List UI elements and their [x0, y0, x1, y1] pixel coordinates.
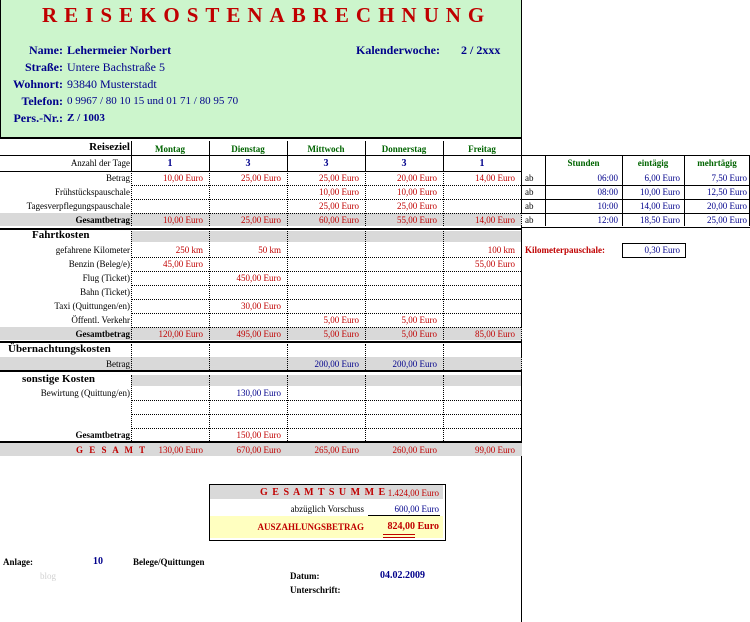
form-left-border	[0, 0, 1, 137]
allowance-row-3-value-2: 60,00 Euro	[319, 215, 359, 225]
date-value: 04.02.2009	[380, 570, 425, 581]
allowance-row-3-value-4: 14,00 Euro	[475, 215, 515, 225]
travel-row-4-value-1: 30,00 Euro	[241, 301, 281, 311]
km-rate-label: Kilometerpauschale:	[525, 245, 605, 255]
rates-header-hours: Stunden	[567, 158, 600, 168]
summary-sum-label: G E S A M T S U M M E	[260, 487, 387, 498]
rate-multi-day-3: 25,00 Euro	[707, 215, 747, 225]
rates-header-one-day: eintägig	[637, 158, 669, 168]
travel-row-5-value-3: 5,00 Euro	[401, 315, 437, 325]
day-wednesday: Mittwoch	[307, 144, 345, 154]
phone-label: Telefon:	[21, 94, 63, 108]
rate-one-day-2: 14,00 Euro	[640, 201, 680, 211]
travel-title: Fahrtkosten	[32, 229, 90, 241]
rates-col-divider	[622, 155, 623, 226]
phone-value: 0 9967 / 80 10 15 und 01 71 / 80 95 70	[67, 95, 239, 107]
grand-total-label: G E S A M T	[76, 445, 148, 455]
travel-row-4-rule	[131, 313, 521, 314]
rate-one-day-0: 6,00 Euro	[644, 173, 680, 183]
allowance-row-0-value-4: 14,00 Euro	[475, 173, 515, 183]
rate-multi-day-1: 12,50 Euro	[707, 187, 747, 197]
count-friday: 1	[479, 158, 485, 169]
allowance-row-0-label: Betrag	[106, 173, 130, 183]
street-value: Untere Bachstraße 5	[67, 60, 165, 74]
travel-row-6-value-3: 5,00 Euro	[401, 329, 437, 339]
travel-col-divider	[443, 231, 444, 340]
travel-row-0-value-0: 250 km	[175, 245, 203, 255]
grand-value-2: 265,00 Euro	[314, 445, 359, 455]
other-row-2-rule	[131, 428, 521, 429]
travel-row-5-label: Öffentl. Verkehr	[71, 315, 130, 325]
date-label: Datum:	[290, 571, 320, 581]
week-label: Kalenderwoche:	[356, 43, 440, 57]
travel-col-divider	[521, 231, 522, 340]
allowance-row-3-value-3: 55,00 Euro	[397, 215, 437, 225]
other-row-0-label: Bewirtung (Quittung/en)	[40, 388, 130, 398]
other-title-bg	[131, 375, 521, 386]
attach-text: Belege/Quittungen	[133, 557, 205, 567]
travel-col-divider	[131, 231, 132, 340]
travel-row-6-value-4: 85,00 Euro	[475, 329, 515, 339]
rate-hours-3: 12:00	[597, 215, 618, 225]
travel-row-3-label: Bahn (Ticket)	[80, 287, 130, 297]
rate-row-rule	[522, 199, 750, 200]
travel-row-0-rule	[131, 257, 521, 258]
travel-row-1-value-4: 55,00 Euro	[475, 259, 515, 269]
signature-line	[352, 594, 512, 595]
grand-value-1: 670,00 Euro	[236, 445, 281, 455]
rate-one-day-3: 18,50 Euro	[640, 215, 680, 225]
name-label: Name:	[29, 43, 63, 57]
travel-row-0-label: gefahrene Kilometer	[55, 245, 130, 255]
other-row-0-value-1: 130,00 Euro	[236, 388, 281, 398]
allowance-row-0-value-2: 25,00 Euro	[319, 173, 359, 183]
other-col-divider	[443, 375, 444, 441]
lodging-col-divider	[365, 344, 366, 370]
other-top-rule	[0, 370, 522, 372]
lodging-title: Übernachtungskosten	[8, 343, 111, 355]
travel-row-6-value-0: 120,00 Euro	[158, 329, 203, 339]
travel-row-2-label: Flug (Ticket)	[82, 273, 130, 283]
allowance-row-2-value-3: 25,00 Euro	[397, 201, 437, 211]
lodging-col-divider	[521, 344, 522, 370]
allowance-row-0-value-1: 25,00 Euro	[241, 173, 281, 183]
watermark: blog	[40, 571, 57, 581]
other-col-divider	[365, 375, 366, 441]
allowance-row-3-value-0: 10,00 Euro	[163, 215, 203, 225]
days-col-divider	[287, 141, 288, 171]
travel-title-bg	[131, 231, 521, 242]
allowance-row-3-label: Gesamtbetrag	[75, 215, 130, 225]
week-value: 2 / 2xxx	[461, 43, 501, 57]
allowance-row-3-value-1: 25,00 Euro	[241, 215, 281, 225]
count-thursday: 3	[401, 158, 407, 169]
rate-prefix-2: ab	[525, 201, 534, 211]
travel-row-0-value-1: 50 km	[258, 245, 281, 255]
allowance-row-2-rule	[131, 213, 521, 214]
allowance-row-1-label: Frühstückspauschale	[55, 187, 130, 197]
allowance-row-1-rule	[131, 199, 521, 200]
allowance-row-2-label: Tagesverpflegungspauschale	[26, 201, 130, 211]
lodging-col-divider	[443, 344, 444, 370]
name-value: Lehermeier Norbert	[67, 43, 172, 57]
count-tuesday: 3	[245, 158, 251, 169]
summary-sum-value: 1.424,00 Euro	[387, 488, 439, 498]
persnr-value: Z / 1003	[67, 112, 105, 124]
attach-label: Anlage:	[3, 557, 33, 567]
grand-value-4: 99,00 Euro	[475, 445, 515, 455]
days-col-divider	[365, 141, 366, 171]
allowance-row-0-rule	[131, 185, 521, 186]
count-wednesday: 3	[323, 158, 329, 169]
travel-row-2-rule	[131, 285, 521, 286]
attach-count: 10	[93, 556, 103, 567]
other-row-0-rule	[131, 400, 521, 401]
other-row-1-rule	[131, 414, 521, 415]
rate-prefix-3: ab	[525, 215, 534, 225]
other-title: sonstige Kosten	[22, 373, 96, 385]
day-tuesday: Dienstag	[231, 144, 265, 154]
other-col-divider	[209, 375, 210, 441]
day-friday: Freitag	[468, 144, 496, 154]
rate-row-rule	[522, 185, 750, 186]
other-total-label: Gesamtbetrag	[75, 430, 130, 440]
signature-label: Unterschrift:	[290, 585, 341, 595]
rates-top-rule	[522, 155, 750, 156]
travel-row-5-value-2: 5,00 Euro	[323, 315, 359, 325]
rate-row-rule	[522, 213, 750, 214]
allowance-row-0-value-0: 10,00 Euro	[163, 173, 203, 183]
day-monday: Montag	[155, 144, 185, 154]
rate-hours-1: 08:00	[597, 187, 618, 197]
days-col-divider	[131, 141, 132, 171]
travel-row-0-value-4: 100 km	[487, 245, 515, 255]
rate-hours-0: 06:00	[597, 173, 618, 183]
city-label: Wohnort:	[12, 77, 63, 91]
lodging-row-label: Betrag	[106, 359, 130, 369]
travel-row-6-label: Gesamtbetrag	[75, 329, 130, 339]
other-col-divider	[287, 375, 288, 441]
rate-one-day-1: 10,00 Euro	[640, 187, 680, 197]
other-col-divider	[131, 375, 132, 441]
grand-value-3: 260,00 Euro	[392, 445, 437, 455]
travel-col-divider	[287, 231, 288, 340]
lodging-value-3: 200,00 Euro	[392, 359, 437, 369]
count-label: Anzahl der Tage	[70, 158, 130, 168]
summary-advance-value: 600,00 Euro	[394, 504, 439, 514]
allowance-row-1-value-2: 10,00 Euro	[319, 187, 359, 197]
allowance-row-2-value-2: 25,00 Euro	[319, 201, 359, 211]
allowance-row-0-value-3: 20,00 Euro	[397, 173, 437, 183]
other-total-value-1: 150,00 Euro	[236, 430, 281, 440]
lodging-value-2: 200,00 Euro	[314, 359, 359, 369]
rate-row-rule	[522, 227, 750, 228]
km-rate-value: 0,30 Euro	[644, 245, 680, 255]
payout-double-underline	[383, 534, 415, 538]
days-col-divider	[443, 141, 444, 171]
lodging-col-divider	[209, 344, 210, 370]
days-col-divider	[521, 141, 522, 171]
rate-multi-day-2: 20,00 Euro	[707, 201, 747, 211]
days-top-rule	[0, 137, 522, 139]
lodging-col-divider	[287, 344, 288, 370]
days-label: Reiseziel	[89, 141, 130, 153]
travel-row-1-value-0: 45,00 Euro	[163, 259, 203, 269]
rates-header-multi-day: mehrtägig	[697, 158, 737, 168]
page-title: REISEKOSTENABRECHNUNG	[42, 3, 492, 27]
allowance-row-1-value-3: 10,00 Euro	[397, 187, 437, 197]
days-col-divider	[209, 141, 210, 171]
grand-value-0: 130,00 Euro	[158, 445, 203, 455]
travel-col-divider	[365, 231, 366, 340]
rate-prefix-1: ab	[525, 187, 534, 197]
travel-row-1-rule	[131, 271, 521, 272]
travel-row-1-label: Benzin (Beleg/e)	[68, 259, 130, 269]
rates-col-divider	[684, 155, 685, 226]
travel-row-5-rule	[131, 327, 521, 328]
travel-row-4-label: Taxi (Quittungen/en)	[54, 301, 130, 311]
count-monday: 1	[167, 158, 173, 169]
travel-row-6-value-1: 495,00 Euro	[236, 329, 281, 339]
lodging-col-divider	[131, 344, 132, 370]
rates-col-divider	[545, 155, 546, 226]
payout-label: AUSZAHLUNGSBETRAG	[257, 522, 364, 532]
travel-row-2-value-1: 450,00 Euro	[236, 273, 281, 283]
travel-row-6-value-2: 5,00 Euro	[323, 329, 359, 339]
city-value: 93840 Musterstadt	[67, 77, 157, 91]
persnr-label: Pers.-Nr.:	[13, 111, 63, 125]
travel-col-divider	[209, 231, 210, 340]
payout-value: 824,00 Euro	[387, 521, 439, 532]
day-thursday: Donnerstag	[381, 144, 427, 154]
travel-row-3-rule	[131, 299, 521, 300]
other-col-divider	[521, 375, 522, 441]
rate-multi-day-0: 7,50 Euro	[711, 173, 747, 183]
rate-prefix-0: ab	[525, 173, 534, 183]
rate-hours-2: 10:00	[597, 201, 618, 211]
summary-advance-label: abzüglich Vorschuss	[290, 504, 364, 514]
street-label: Straße:	[25, 60, 63, 74]
